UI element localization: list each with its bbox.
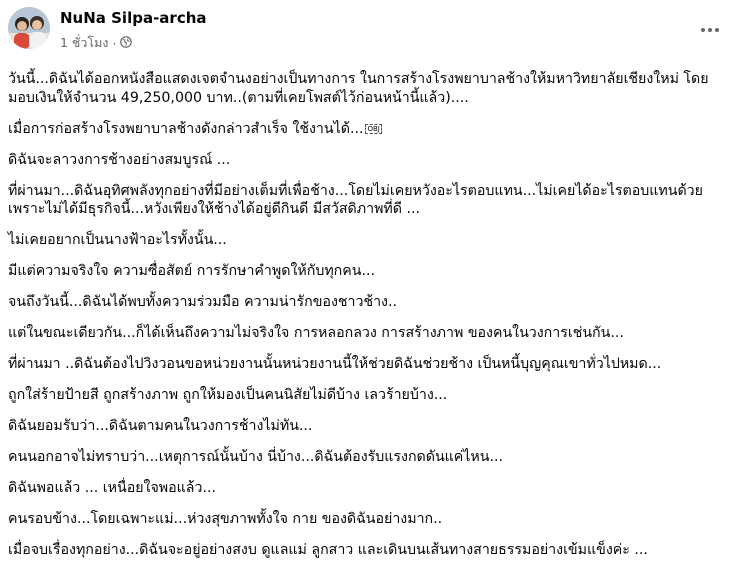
post-time[interactable]: 1 ชั่วโมง: [60, 35, 109, 50]
post-paragraph: ไม่เคยอยากเป็นนางฟ้าอะไรทั้งนั้น...: [8, 232, 227, 248]
post-paragraph: [8, 120, 728, 139]
post-paragraph: ถูกใส่ร้ายป้ายสี ถูกสร้างภาพ ถูกให้มองเป็นคนนิสัยไม่ดีบ้าง เลวร้ายบ้าง...: [8, 387, 448, 403]
post-paragraph: คนรอบข้าง...โดยเฉพาะแม่...ห่วงสุขภาพทั้งใจ กาย ของดิฉันอย่างมาก..: [8, 511, 443, 527]
author-name[interactable]: NuNa Silpa-archa: [60, 9, 207, 27]
post-paragraph: วันนี้...ดิฉันได้ออกหนังสือแสดงเจตจำนงอย่างเป็นทางการ ในการสร้างโรงพยาบาลช้างให้มหาวิทยาลัยเชียงใหม่ โดยมอบเงินให้จำนวน 49,250,000 บาท..(ตามที่เคยโพสต์ไว้ก่อนหน้านี้แล้ว)....: [8, 71, 709, 106]
meta-separator: ·: [112, 35, 117, 51]
more-options-icon[interactable]: [698, 18, 722, 42]
post-paragraph: คนนอกอาจไม่ทราบว่า...เหตุการณ์นั้นบ้าง นี่บ้าง...ดิฉันต้องรับแรงกดดันแค่ไหน...: [8, 449, 504, 465]
post-paragraph: มีแต่ความจริงใจ ความซื่อสัตย์ การรักษาคำพูดให้กับทุกคน...: [8, 263, 375, 279]
post-meta: [60, 33, 132, 53]
public-globe-icon: [120, 36, 132, 51]
post-paragraph: ดิฉันยอมรับว่า...ดิฉันตามคนในวงการช้างไม่ทัน...: [8, 418, 313, 434]
post-paragraph: ดิฉันพอแล้ว ... เหนื่อยใจพอแล้ว...: [8, 480, 216, 496]
post-body: [8, 70, 728, 572]
avatar[interactable]: [8, 7, 50, 49]
paragraph-text: เมื่อการก่อสร้างโรงพยาบาลช้างดังกล่าวสำเร็จ ใช้งานได้...: [8, 120, 364, 137]
avatar-photo: [8, 7, 50, 49]
post-paragraph: ดิฉันจะลาวงการช้างอย่างสมบูรณ์ ...: [8, 151, 231, 168]
post-paragraph: แต่ในขณะเดียวกัน...ก็ได้เห็นถึงความไม่จริงใจ การหลอกลวง การสร้างภาพ ของคนในวงการเช่นกัน...: [8, 325, 624, 341]
post-paragraph: ที่ผ่านมา ..ดิฉันต้องไปวิงวอนขอหน่วยงานนั้นหน่วยงานนี้ให้ช่วยดิฉันช่วยช้าง เป็นหนี้บุญคุณเขาทั่วไปหมด...: [8, 356, 662, 372]
post-header: [8, 4, 736, 54]
post-paragraph: จนถึงวันนี้...ดิฉันได้พบทั้งความร่วมมือ ความน่ารักของชาวช้าง..: [8, 294, 397, 310]
post-paragraph: เมื่อจบเรื่องทุกอย่าง...ดิฉันจะอยู่อย่างสงบ ดูแลแม่ ลูกสาว และเดินบนเส้นทางสายธรรมอย่างเข้มแข็งค่ะ ...: [8, 542, 648, 558]
post-paragraph: ที่ผ่านมา...ดิฉันอุทิศพลังทุกอย่างที่มีอย่างเต็มที่เพื่อช้าง...โดยไม่เคยหวังอะไรตอบแทน...ไม่เคยได้อะไรตอบแทนด้วย เพราะไม่ได้มีธุรกิจนี้...หวังเพียงให้ช้างได้อยู่ดีกินดี มีสวัสดิภาพที่ดี ...: [8, 182, 703, 217]
object-replacement-glyph: OBJ: [367, 124, 380, 133]
